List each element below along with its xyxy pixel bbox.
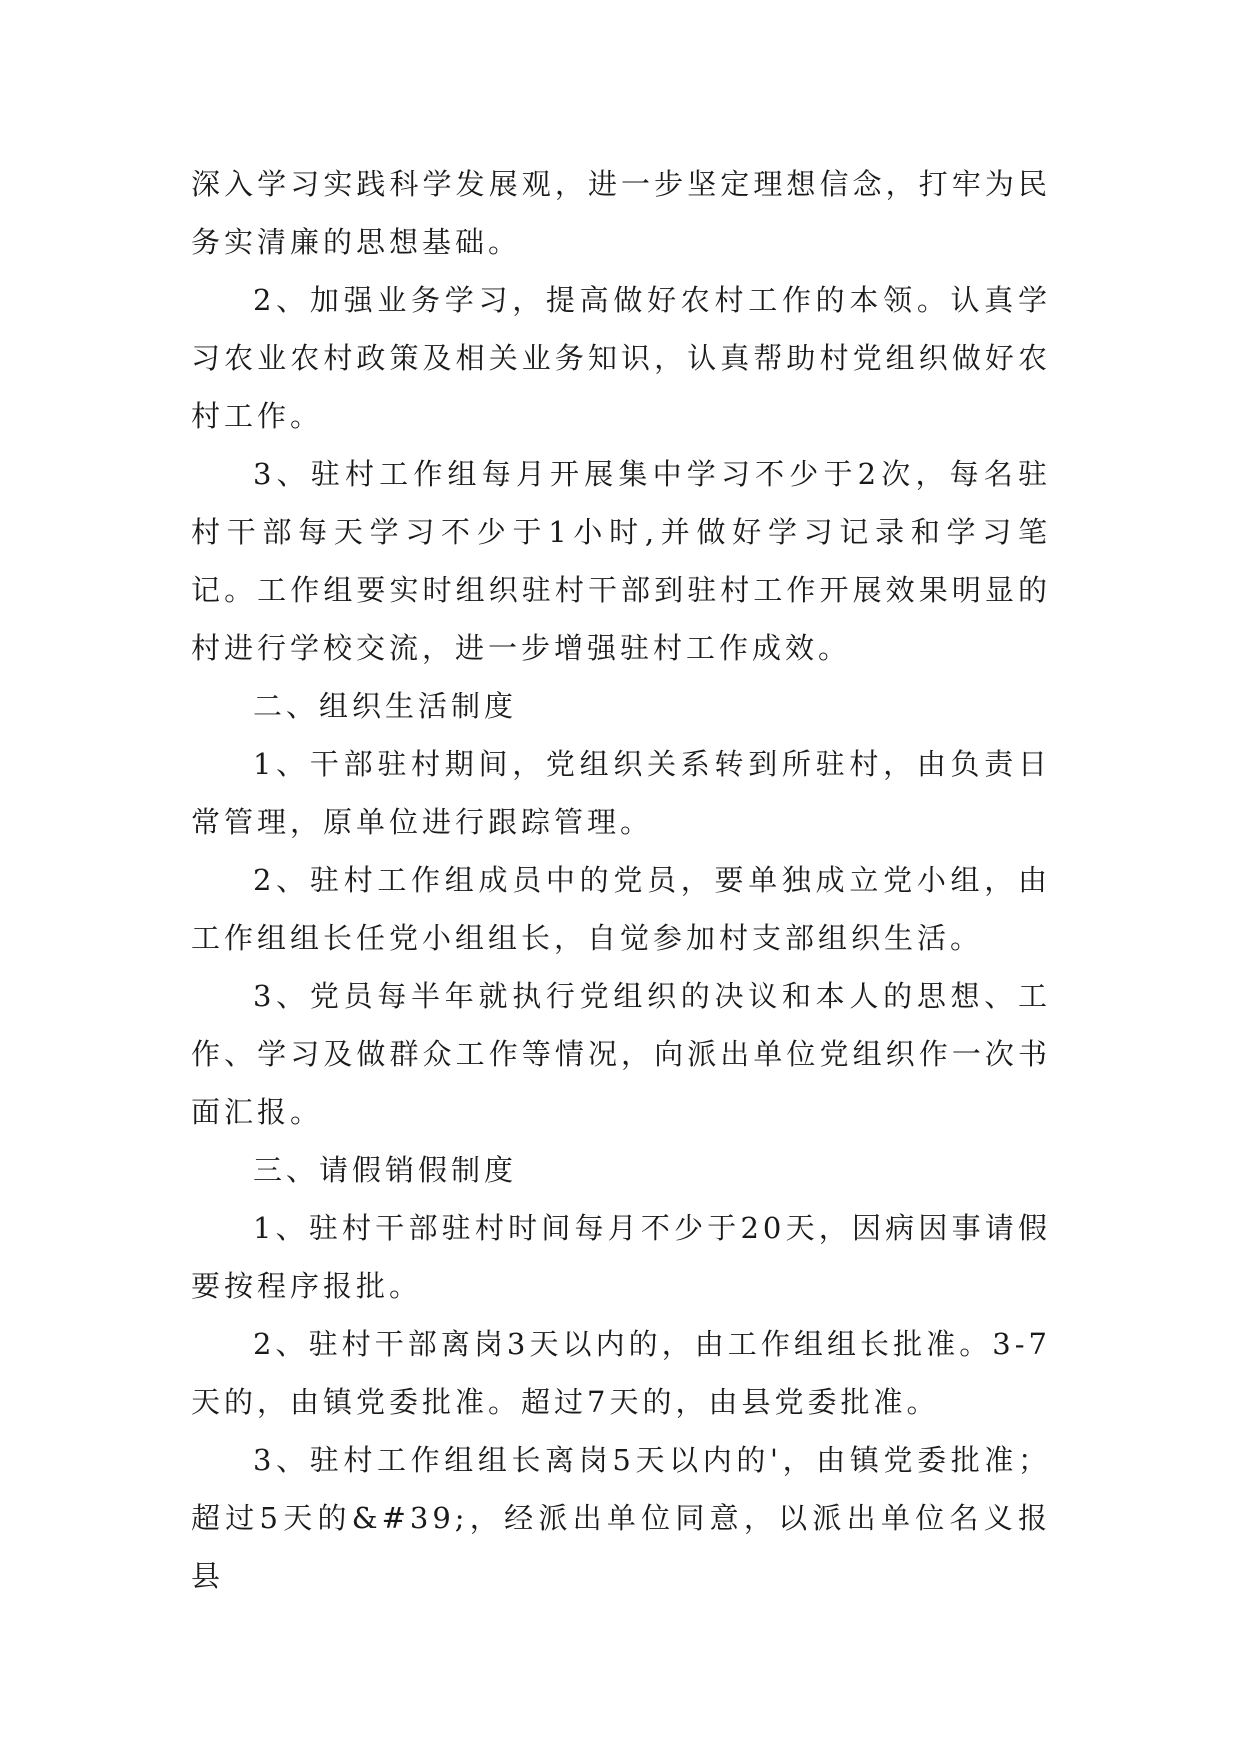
section-heading: 二、组织生活制度 bbox=[253, 689, 518, 723]
paragraph: 2、驻村干部离岗3天以内的，由工作组组长批准。3-7天的，由镇党委批准。超过7天的，由县党委批准。 bbox=[191, 1327, 1051, 1419]
document-body bbox=[191, 155, 1051, 1605]
paragraph: 3、驻村工作组每月开展集中学习不少于2次，每名驻村干部每天学习不少于1小时,并做好学习记录和学习笔记。工作组要实时组织驻村干部到驻村工作开展效果明显的村进行学校交流，进一步增强驻村工作成效。 bbox=[191, 457, 1051, 665]
paragraph: 3、驻村工作组组长离岗5天以内的'，由镇党委批准；超过5天的&#39;，经派出单位同意，以派出单位名义报县 bbox=[191, 1443, 1051, 1593]
paragraph: 1、驻村干部驻村时间每月不少于20天，因病因事请假要按程序报批。 bbox=[191, 1211, 1051, 1303]
paragraph: 2、驻村工作组成员中的党员，要单独成立党小组，由工作组组长任党小组组长，自觉参加村支部组织生活。 bbox=[191, 863, 1051, 955]
section-heading: 三、请假销假制度 bbox=[253, 1153, 518, 1187]
paragraph: 1、干部驻村期间，党组织关系转到所驻村，由负责日常管理，原单位进行跟踪管理。 bbox=[191, 747, 1051, 839]
paragraph: 3、党员每半年就执行党组织的决议和本人的思想、工作、学习及做群众工作等情况，向派出单位党组织作一次书面汇报。 bbox=[191, 979, 1051, 1129]
paragraph: 2、加强业务学习，提高做好农村工作的本领。认真学习农业农村政策及相关业务知识，认真帮助村党组织做好农村工作。 bbox=[191, 283, 1051, 433]
paragraph: 深入学习实践科学发展观，进一步坚定理想信念，打牢为民务实清廉的思想基础。 bbox=[191, 167, 1051, 259]
